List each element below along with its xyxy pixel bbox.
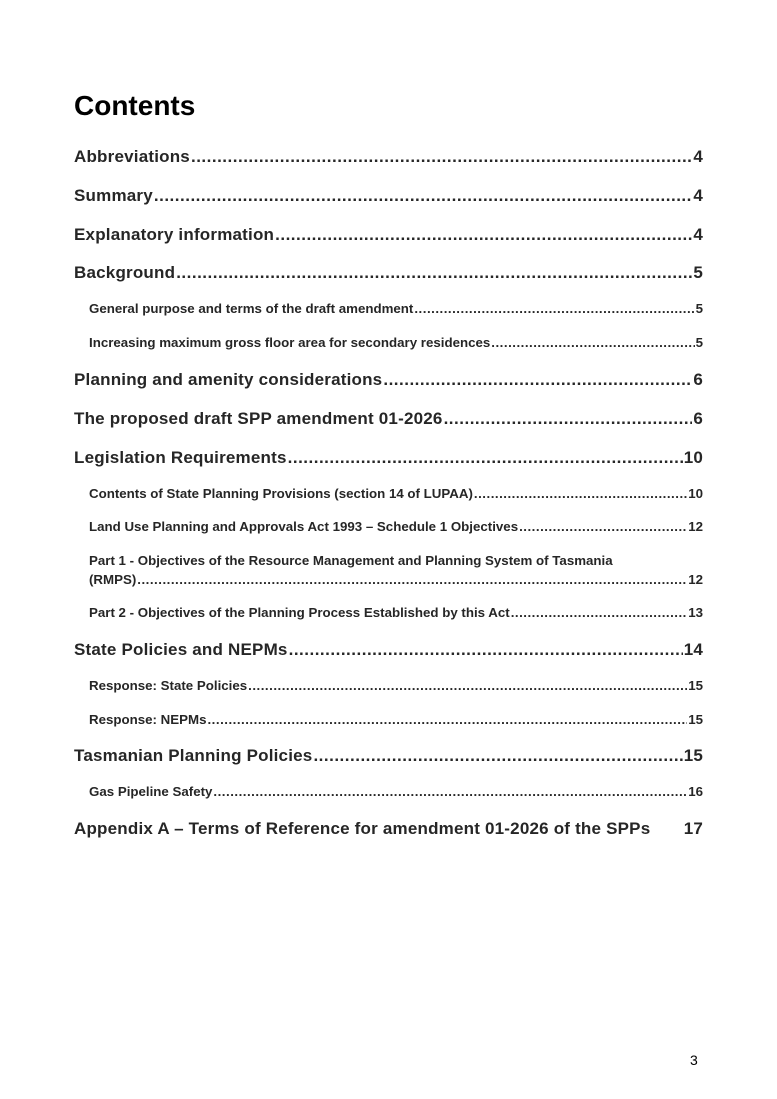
- toc-leader-dots: [154, 186, 692, 206]
- toc-entry-page: 10: [683, 448, 703, 467]
- toc-leader-dots: [414, 301, 694, 316]
- toc-entry-title: Gas Pipeline Safety: [89, 784, 213, 799]
- toc-entry-title: State Policies and NEPMs: [74, 640, 288, 659]
- toc-entry-title: Abbreviations: [74, 147, 190, 166]
- toc-leader-dots: [474, 486, 687, 501]
- toc-entry-explanatory-information[interactable]: [74, 225, 703, 245]
- toc-leader-dots: [213, 784, 687, 799]
- toc-entry-appendix-a[interactable]: [74, 819, 703, 839]
- toc-entry-page: 10: [688, 486, 703, 501]
- toc-entry-title: Appendix A – Terms of Reference for amendment 01-2026 of the SPPs: [74, 819, 651, 838]
- toc-leader-dots: [288, 448, 683, 468]
- toc-entry-state-policies-nepms[interactable]: [74, 640, 703, 660]
- toc-entry-part-2-planning-process[interactable]: [89, 605, 703, 620]
- toc-entry-background[interactable]: [74, 263, 703, 283]
- toc-leader-dots: [275, 225, 692, 245]
- toc-leader-dots: [289, 640, 683, 660]
- toc-entry-title: Part 1 - Objectives of the Resource Management and Planning System of Tasmania: [89, 553, 613, 568]
- toc-entry-page: 4: [693, 225, 703, 244]
- toc-entry-page: 12: [688, 519, 703, 534]
- toc-entry-legislation-requirements[interactable]: [74, 448, 703, 468]
- toc-entry-page: 12: [688, 572, 703, 587]
- toc-entry-title: General purpose and terms of the draft amendment: [89, 301, 414, 316]
- toc-entry-title: Contents of State Planning Provisions (section 14 of LUPAA): [89, 486, 473, 501]
- toc-entry-page: 5: [693, 263, 703, 282]
- toc-entry-contents-spp[interactable]: [89, 486, 703, 501]
- toc-leader-dots: [137, 572, 687, 587]
- toc-leader-dots: [444, 409, 693, 429]
- toc-entry-tasmanian-planning-policies[interactable]: [74, 746, 703, 766]
- toc-entry-title: Response: State Policies: [89, 678, 248, 693]
- toc-entry-title: Planning and amenity considerations: [74, 370, 383, 389]
- toc-entry-title: Land Use Planning and Approvals Act 1993 – Schedule 1 Objectives: [89, 519, 519, 534]
- toc-entry-proposed-draft-amendment[interactable]: [74, 409, 703, 429]
- toc-leader-dots: [191, 147, 692, 167]
- toc-entry-summary[interactable]: [74, 186, 703, 206]
- toc-entry-page: 4: [693, 147, 703, 166]
- toc-entry-page: 16: [688, 784, 703, 799]
- toc-entry-title: Tasmanian Planning Policies: [74, 746, 313, 765]
- toc-leader-dots: [383, 370, 692, 390]
- toc-leader-dots: [248, 678, 687, 693]
- toc-leader-dots: [207, 712, 687, 727]
- toc-entry-title: The proposed draft SPP amendment 01-2026: [74, 409, 443, 428]
- toc-entry-title: Background: [74, 263, 176, 282]
- toc-entry-title: Increasing maximum gross floor area for secondary residences: [89, 335, 491, 350]
- toc-entry-page: 5: [695, 301, 703, 316]
- toc-leader-dots: [313, 746, 682, 766]
- toc-entry-page: 17: [683, 819, 703, 838]
- toc-entry-page: 15: [683, 746, 703, 765]
- toc-entry-title: Explanatory information: [74, 225, 275, 244]
- toc-entry-part-1-rmps[interactable]: [89, 553, 703, 587]
- toc-entry-title: Legislation Requirements: [74, 448, 287, 467]
- toc-entry-page: 4: [693, 186, 703, 205]
- contents-heading: Contents: [74, 90, 196, 121]
- toc-leader-dots: [519, 519, 687, 534]
- toc-entry-increasing-gross-floor-area[interactable]: [89, 335, 703, 350]
- toc-entry-page: 15: [688, 678, 703, 693]
- toc-entry-title: Summary: [74, 186, 153, 205]
- toc-entry-title: Part 2 - Objectives of the Planning Process Established by this Act: [89, 605, 510, 620]
- table-of-contents: [74, 0, 703, 1099]
- toc-entry-planning-amenity[interactable]: [74, 370, 703, 390]
- page-number: 3: [690, 1052, 698, 1068]
- toc-entry-page: 6: [693, 370, 703, 389]
- toc-entry-response-nepms[interactable]: [89, 712, 703, 727]
- toc-entry-page: 13: [688, 605, 703, 620]
- toc-entry-page: 6: [693, 409, 703, 428]
- toc-entry-title: (RMPS): [89, 572, 137, 587]
- toc-entry-page: 5: [695, 335, 703, 350]
- toc-entry-page: 14: [683, 640, 703, 659]
- toc-entry-general-purpose[interactable]: [89, 301, 703, 316]
- toc-entry-title: Response: NEPMs: [89, 712, 207, 727]
- toc-entry-gas-pipeline-safety[interactable]: [89, 784, 703, 799]
- toc-entry-page: 15: [688, 712, 703, 727]
- toc-entry-response-state-policies[interactable]: [89, 678, 703, 693]
- toc-leader-dots: [176, 263, 692, 283]
- toc-entry-lupaa-schedule-1[interactable]: [89, 519, 703, 534]
- toc-leader-dots: [491, 335, 694, 350]
- toc-entry-abbreviations[interactable]: [74, 147, 703, 167]
- toc-leader-dots: [511, 605, 688, 620]
- toc-entry-continuation: [89, 572, 703, 587]
